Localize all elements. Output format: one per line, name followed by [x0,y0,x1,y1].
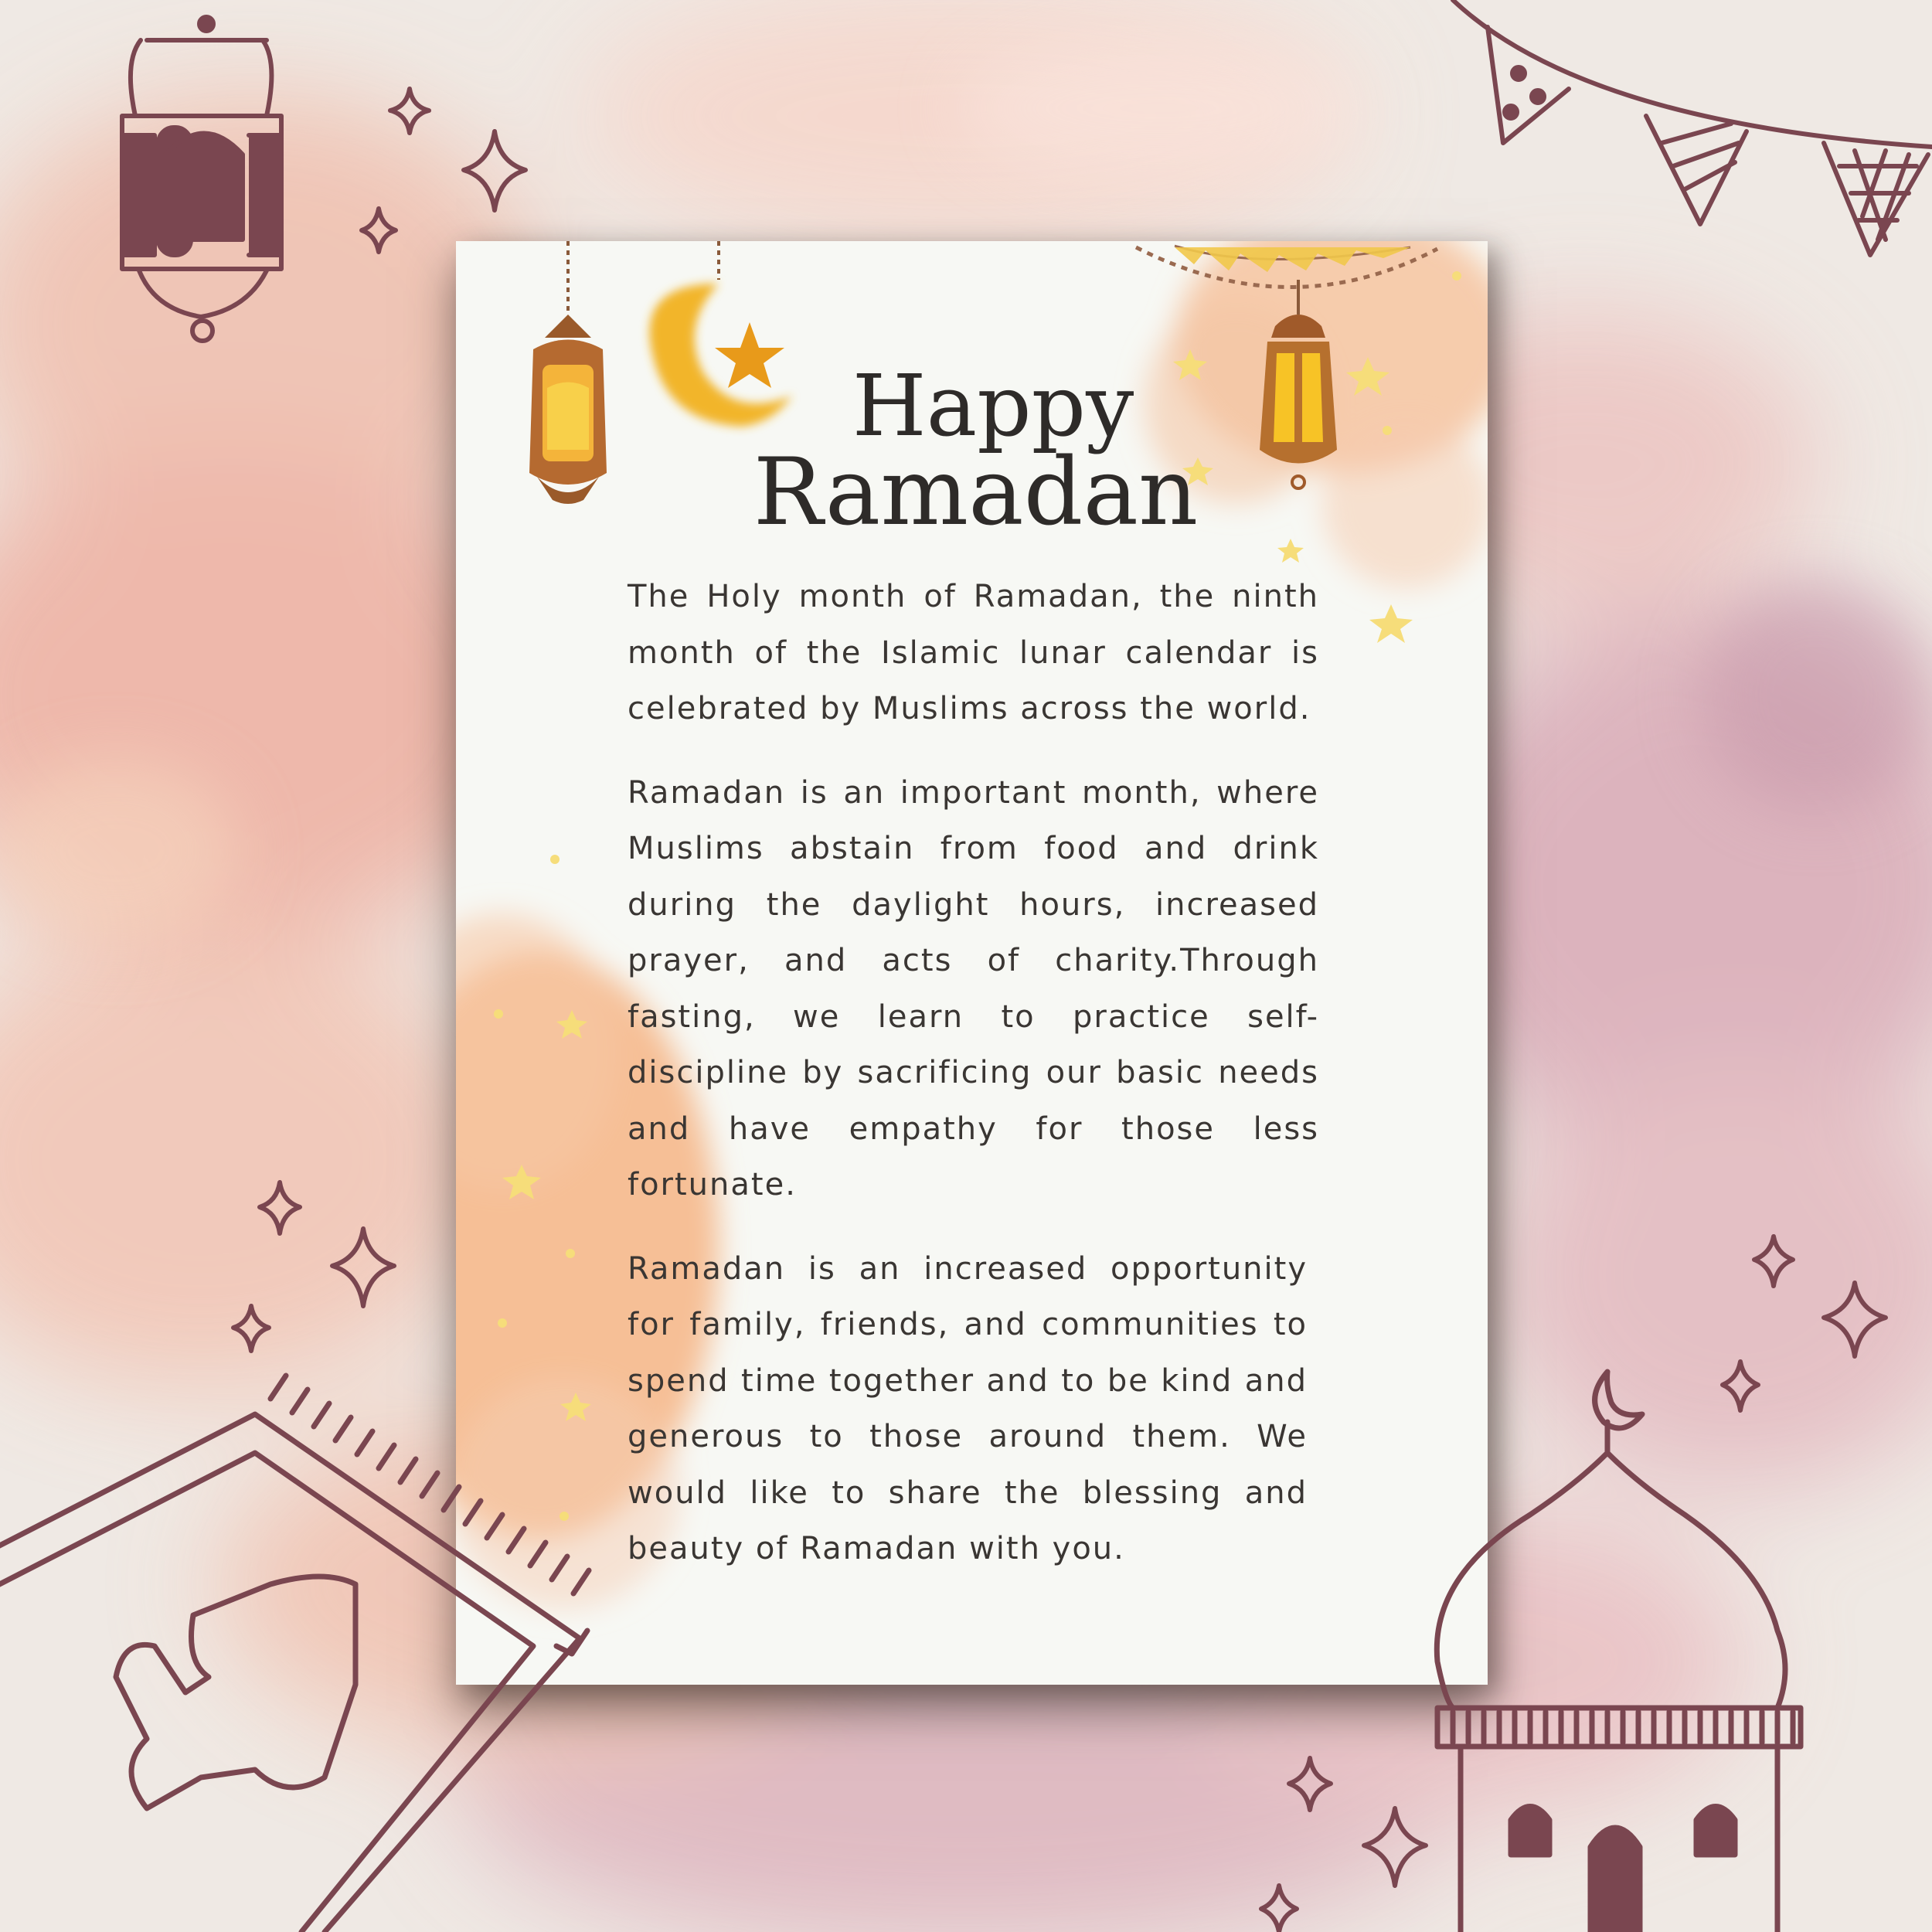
paragraph-3: Ramadan is an increased opportunity for family, friends, and communities to spend time together and to be kind and generous to those around them. We would like to share the blessing and beauty of Ramadan with you. [628,1250,1308,1566]
paragraph-1: The Holy month of Ramadan, the ninth month of the Islamic lunar calendar is celebrated by Muslims across the world. [628,579,1319,726]
greeting-card [456,241,1488,1685]
card-body [628,569,1319,1605]
paragraph-2: Ramadan is an important month, where Muslims abstain from food and drink during the daylight hours, increased prayer, and acts of charity.Through fasting, we learn to practice self-discipline by sacrificing our basic needs and have empathy for those less fortunate. [628,774,1319,1202]
title-line-2: Ramadan [753,439,1199,546]
page-title [456,356,1488,546]
title-line-1: Happy [852,356,1134,455]
